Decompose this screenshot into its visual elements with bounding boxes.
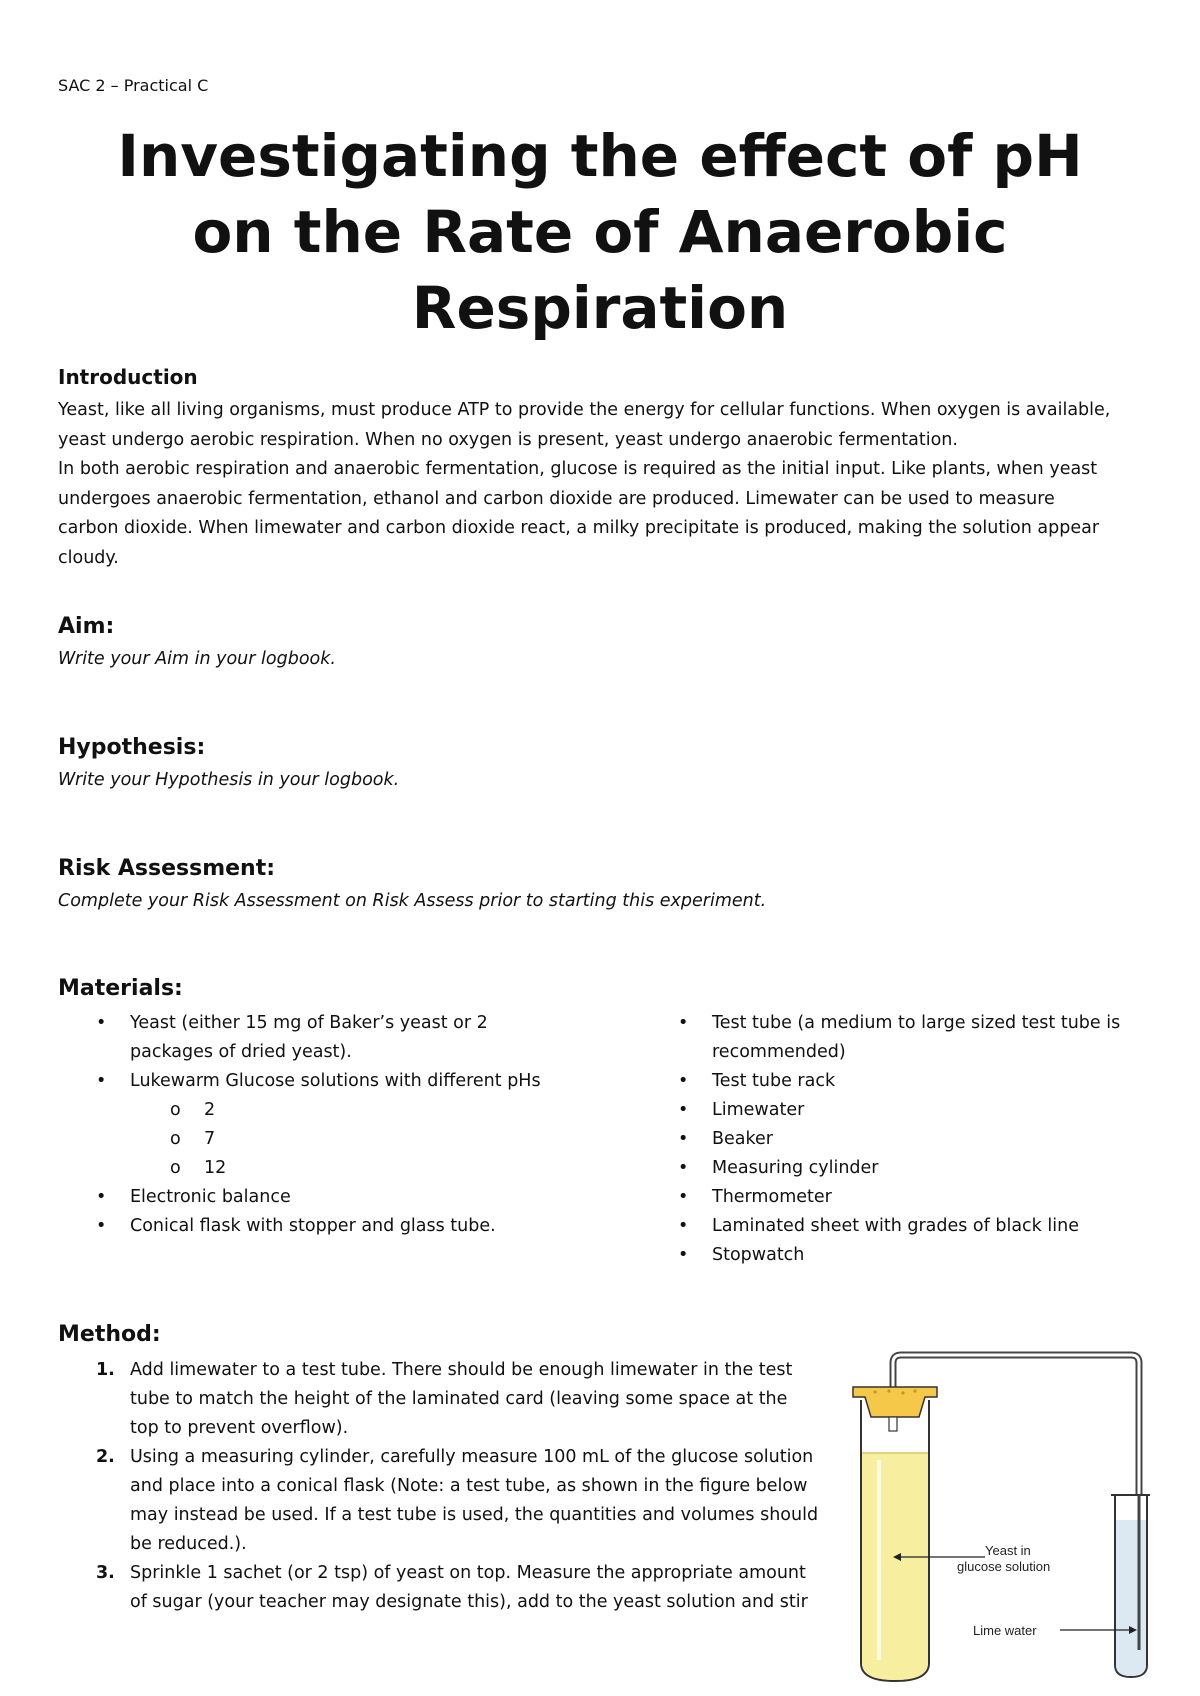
tube-end — [889, 1417, 897, 1431]
list-item: o 7 — [170, 1129, 216, 1149]
limewater-label: Lime water — [973, 1623, 1037, 1638]
tube-glint — [877, 1460, 881, 1660]
list-item: • Beaker — [678, 1129, 773, 1149]
title-line: Investigating the effect of pH — [117, 122, 1083, 190]
list-item: • Test tube (a medium to large sized test tube is — [678, 1013, 1121, 1033]
list-item: • Thermometer — [678, 1187, 832, 1207]
list-item: • Measuring cylinder — [678, 1158, 879, 1178]
list-item: • Laminated sheet with grades of black line — [678, 1216, 1079, 1236]
method-heading: Method: — [58, 1322, 161, 1347]
method-step: 3. Sprinkle 1 sachet (or 2 tsp) of yeast on top. Measure the appropriate amount of sugar (your teacher may designate this), add to the yeast solution and stir — [96, 1563, 808, 1612]
yeast-label-line2: glucose solution — [957, 1559, 1051, 1574]
introduction-text — [58, 396, 1148, 573]
title-line: on the Rate of Anaerobic — [192, 198, 1008, 266]
method-step: 2. Using a measuring cylinder, carefully measure 100 mL of the glucose solution and place into a conical flask (Note: a test tube, as shown in the figure below may instead be used. If a test tube is used, the quantities and volumes should be reduced.). — [96, 1447, 819, 1554]
glucose-solution — [862, 1453, 928, 1680]
title-line: Respiration — [411, 274, 789, 342]
list-item: • Lukewarm Glucose solutions with different pHs — [96, 1071, 541, 1091]
risk-heading: Risk Assessment: — [58, 856, 276, 881]
method-step: 1. Add limewater to a test tube. There should be enough limewater in the test tube to match the height of the laminated card (leaving some space at the top to prevent overflow). — [96, 1360, 793, 1438]
apparatus-figure — [845, 1345, 1150, 1685]
intro-line: cloudy. — [58, 547, 119, 568]
list-item: o 12 — [170, 1158, 227, 1178]
introduction-heading: Introduction — [58, 365, 198, 389]
intro-line: yeast undergo aerobic respiration. When no oxygen is present, yeast undergo anaerobic fermentation. — [58, 429, 958, 450]
list-item: • Limewater — [678, 1100, 805, 1120]
materials-list-right — [640, 1009, 1180, 1270]
list-item: packages of dried yeast). — [130, 1042, 352, 1062]
risk-text: Complete your Risk Assessment on Risk Assess prior to starting this experiment. — [58, 891, 767, 911]
list-item: • Stopwatch — [678, 1245, 805, 1265]
intro-line: undergoes anaerobic fermentation, ethanol and carbon dioxide are produced. Limewater can be used to measure — [58, 488, 1055, 509]
document-title — [60, 118, 1140, 346]
hypothesis-heading: Hypothesis: — [58, 735, 206, 760]
intro-line: In both aerobic respiration and anaerobic fermentation, glucose is required as the initial input. Like plants, when yeast — [58, 459, 1098, 479]
list-item: • Test tube rack — [678, 1071, 836, 1091]
limewater-fill — [1116, 1520, 1146, 1676]
aim-text: Write your Aim in your logbook. — [58, 649, 336, 669]
intro-line: Yeast, like all living organisms, must produce ATP to provide the energy for cellular functions. When oxygen is available, — [58, 400, 1111, 420]
aim-heading: Aim: — [58, 614, 115, 639]
list-item: recommended) — [712, 1042, 846, 1062]
list-item: • Electronic balance — [96, 1187, 291, 1207]
method-steps — [58, 1356, 848, 1617]
list-item: o 2 — [170, 1100, 216, 1120]
hypothesis-text: Write your Hypothesis in your logbook. — [58, 770, 400, 790]
document-header: SAC 2 – Practical C — [58, 76, 209, 95]
list-item: • Conical flask with stopper and glass tube. — [96, 1216, 496, 1236]
yeast-label-line1: Yeast in — [985, 1543, 1031, 1558]
list-item: • Yeast (either 15 mg of Baker’s yeast or 2 — [96, 1013, 488, 1033]
materials-list-left — [58, 1009, 618, 1241]
materials-heading: Materials: — [58, 976, 183, 1001]
intro-line: carbon dioxide. When limewater and carbon dioxide react, a milky precipitate is produced, making the solution appear — [58, 518, 1100, 538]
